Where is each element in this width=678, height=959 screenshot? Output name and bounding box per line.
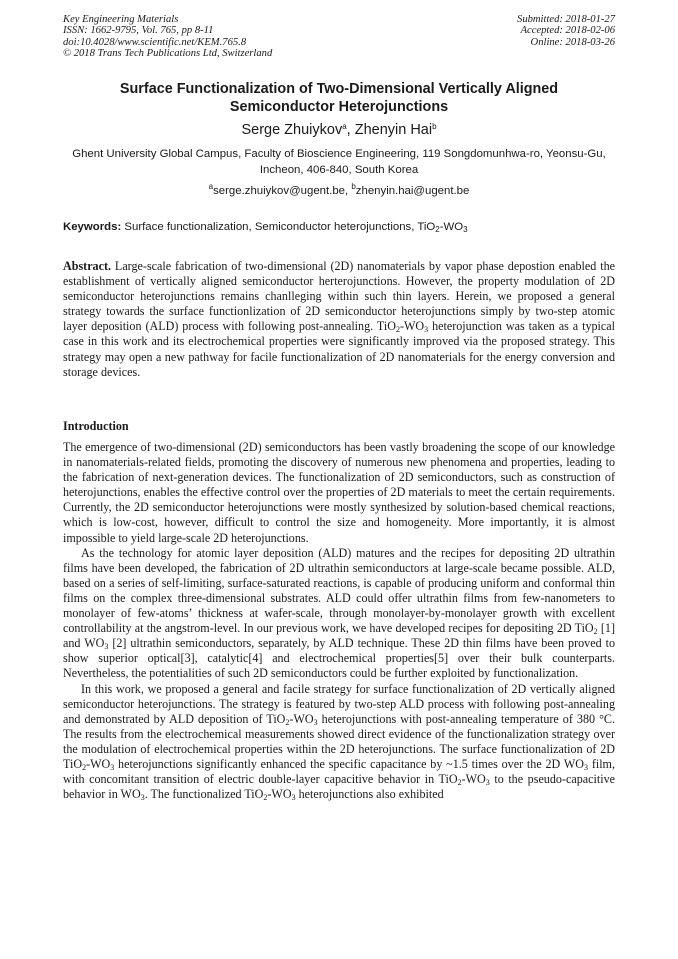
subscript: 2 (82, 762, 87, 772)
subscript: 3 (424, 325, 429, 335)
email-link[interactable]: zhenyin.hai@ugent.be (355, 185, 470, 197)
paragraph (63, 546, 615, 682)
dates-header (517, 14, 615, 48)
paragraph-text: -WO (461, 772, 486, 787)
paragraph-text: The emergence of two-dimensional (2D) semiconductors has been vastly broadening the scope of our knowledge in nanomaterials-related fields, promoting the discovery of numerous new phenomena and properties, leading to the fabrication of next-generation devices. The functionalization of 2D semiconductors, such as construction of heterojunctions, enables the effective control over the properties of 2D materials to meet the certain requirements. Currently, the 2D semiconductor heterojunctions were mostly synthesized by solution-based chemical reactions, which is low-cost, however, difficult to control the size and homogeneity. More importantly, it is almost impossible to yield large-scale 2D heterojunctions. (63, 440, 615, 545)
subscript: 2 (285, 717, 290, 727)
title-line: Surface Functionalization of Two-Dimensional Vertically Aligned (119, 81, 559, 97)
author-separator: , (346, 122, 355, 138)
subscript: 3 (463, 225, 468, 234)
author-emails (63, 184, 615, 198)
subscript: 3 (584, 762, 589, 772)
paragraph-text: to the pseudo-capacitive behavior in WO (63, 772, 615, 802)
paragraph-text: -WO (86, 756, 111, 771)
subscript: 3 (110, 762, 115, 772)
email-link[interactable]: serge.zhuiykov@ugent.be (213, 185, 345, 197)
online-date: Online: 2018-03-26 (530, 36, 615, 48)
paragraph-text: [2] ultrathin semiconductors, separately, by ALD technique. These 2D thin films have been proved to show superior optical[3], catalytic[4] and electrochemical properties[5] over their bulk counterparts. Nevertheless, the potentialities of such 2D semiconductors could be further exploited by functionalization. (63, 636, 615, 681)
subscript: 2 (395, 325, 400, 335)
subscript: 3 (291, 793, 296, 803)
abstract-text: Large-scale fabrication of two-dimensional (2D) nanomaterials by vapor phase depostion enabled the establishment of vertically aligned semiconductor herterojunctions. However, the property modulation of 2D semiconductor heterojunctions remains chanlleging within such thin layers. Herein, we proposed a general strategy towards the surface functionlization of 2D semiconductor heterojunctions simply by two-step atomic layer deposition (ALD) process with following post-annealing. TiO (63, 259, 615, 334)
subscript: 2 (593, 627, 598, 637)
subscript: 3 (104, 642, 109, 652)
paper-title (63, 81, 615, 116)
paragraph-text: As the technology for atomic layer deposition (ALD) matures and the recipes for depositing 2D ultrathin films have been developed, the fabrication of 2D ultrathin semiconductors at large-scale became possible. ALD, based on a series of self-limiting, surface-saturated reactions, is capable of producing uniform and conformal thin films on the complex three-dimensional substrates. ALD could offer ultrathin films from few-nanometers to monolayer of few-atoms’ thickness at wafer-scale, through monolayer-by-monolayer growth with excellent controllability at the angstrom-level. In our previous work, we have developed recipes for depositing 2D TiO (63, 545, 615, 636)
keywords (63, 220, 615, 234)
subscript: 3 (313, 717, 318, 727)
introduction-body (63, 440, 615, 802)
title-line: Semiconductor Heterojunctions (229, 98, 449, 115)
author-name: Serge Zhuiykov (241, 122, 343, 138)
journal-doi[interactable]: doi:10.4028/www.scientific.net/KEM.765.8 (63, 36, 247, 48)
subscript: 3 (485, 778, 490, 788)
author-mark: a (342, 122, 347, 131)
section-heading-introduction: Introduction (63, 419, 129, 433)
abstract-label: Abstract. (63, 259, 112, 273)
paragraph (63, 682, 615, 803)
abstract-text: -WO (399, 319, 425, 334)
accepted-date: Accepted: 2018-02-06 (520, 25, 615, 37)
paragraph-text: . The functionalized TiO (144, 787, 264, 802)
paragraph-text: -WO (289, 711, 314, 726)
submitted-date: Submitted: 2018-01-27 (517, 14, 615, 25)
subscript: 2 (435, 225, 440, 234)
author-name: Zhenyin Hai (354, 122, 433, 138)
subscript: 2 (457, 778, 462, 788)
paragraph-text: In this work, we proposed a general and facile strategy for surface functionalization of 2D vertically aligned semiconductor heterojunctions. The strategy is featured by two-step ALD process with following post-annealing and demonstrated by ALD deposition of TiO (63, 681, 615, 726)
paragraph-text: heterojunctions with post-annealing temperature of 380 °C. The results from the electrochemical measurements showed direct evidence of the functionalization strategy over the modulation of electrochemical properties within the 2D heterojunctions. The surface functionalization of 2D TiO (63, 711, 616, 771)
journal-issn: ISSN: 1662-9795, Vol. 765, pp 8-11 (63, 25, 214, 37)
paragraph (63, 440, 615, 546)
email-separator: , (345, 185, 352, 197)
paragraph-text: [1] and WO (63, 621, 615, 651)
keywords-label: Keywords: (63, 221, 122, 233)
email-mark: b (351, 182, 356, 191)
subscript: 2 (263, 793, 268, 803)
email-mark: a (208, 182, 214, 191)
affiliation: Ghent University Global Campus, Faculty of Bioscience Engineering, 119 Songdomunhwa-ro, Yeonsu-Gu, Incheon, 406-840, South Korea (72, 148, 606, 176)
journal-name: Key Engineering Materials (63, 14, 179, 25)
journal-copyright: © 2018 Trans Tech Publications Ltd, Switzerland (63, 48, 273, 60)
paragraph-text: -WO (267, 787, 292, 802)
journal-header (63, 14, 272, 60)
author-mark: b (432, 122, 437, 131)
paragraph-text: heterojunctions significantly enhanced the specific capacitance by ~1.5 times over the 2D WO (114, 756, 585, 771)
paragraph-text: film, with concomitant transition of electric double-layer capacitive behavior in TiO (63, 756, 615, 787)
abstract (63, 259, 615, 380)
author-list (63, 121, 615, 139)
keywords-text: Surface functionalization, Semiconductor heterojunctions, TiO (121, 221, 436, 233)
abstract-text: heterojunction was taken as a typical case in this work and its electrochemical properties were significantly improved via the proposed strategy. This strategy may open a new pathway for facile functionalization of 2D nanomaterials for the energy conversion and storage devices. (63, 319, 615, 379)
paragraph-text: heterojunctions also exhibited (295, 787, 444, 802)
subscript: 3 (140, 793, 145, 803)
keywords-text: -WO (439, 221, 464, 233)
